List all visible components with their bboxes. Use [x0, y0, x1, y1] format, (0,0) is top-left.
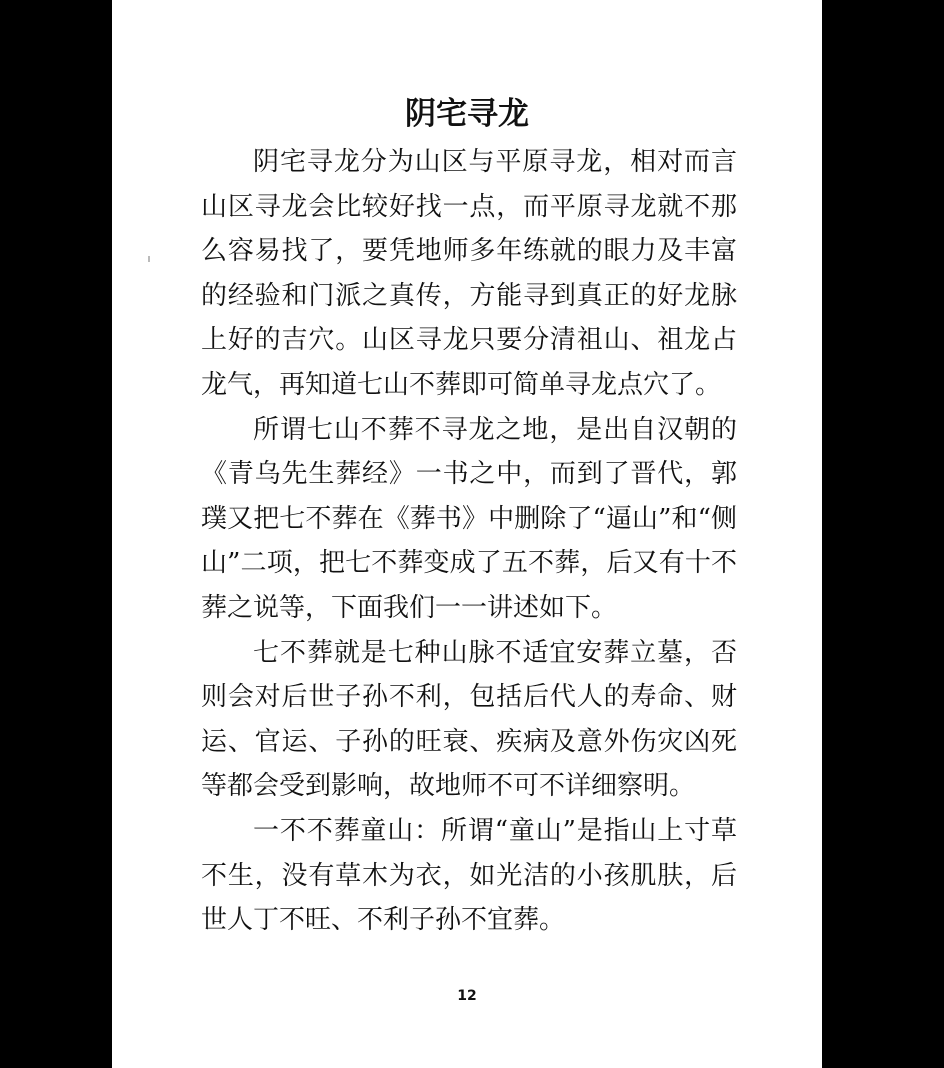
- page-title: 阴宅寻龙: [405, 96, 529, 132]
- scan-speck: [148, 256, 150, 262]
- paragraph-4: 一不不葬童山：所谓“童山”是指山上寸草不生，没有草木为衣，如光洁的小孩肌肤，后世人丁不旺、不利子孙不宜葬。: [201, 815, 737, 936]
- paragraph-3: 七不葬就是七种山脉不适宜安葬立墓，否则会对后世子孙不利，包括后代人的寿命、财运、官运、子孙的旺衰、疾病及意外伤灾凶死等都会受到影响，故地师不可不详细察明。: [201, 637, 737, 802]
- paragraph-2: 所谓七山不葬不寻龙之地，是出自汉朝的《青乌先生葬经》一书之中，而到了晋代，郭璞又把七不葬在《葬书》中删除了“逼山”和“侧山”二项，把七不葬变成了五不葬，后又有十不葬之说等，下面我们一一讲述如下。: [201, 414, 737, 623]
- paragraph-1: 阴宅寻龙分为山区与平原寻龙，相对而言山区寻龙会比较好找一点，而平原寻龙就不那么容易找了，要凭地师多年练就的眼力及丰富的经验和门派之真传，方能寻到真正的好龙脉上好的吉穴。山区寻龙只要分清祖山、祖龙占龙气，再知道七山不葬即可简单寻龙点穴了。: [201, 147, 737, 400]
- page-number: 12: [457, 988, 477, 1004]
- body-text: [201, 140, 737, 943]
- book-page: [112, 0, 822, 1068]
